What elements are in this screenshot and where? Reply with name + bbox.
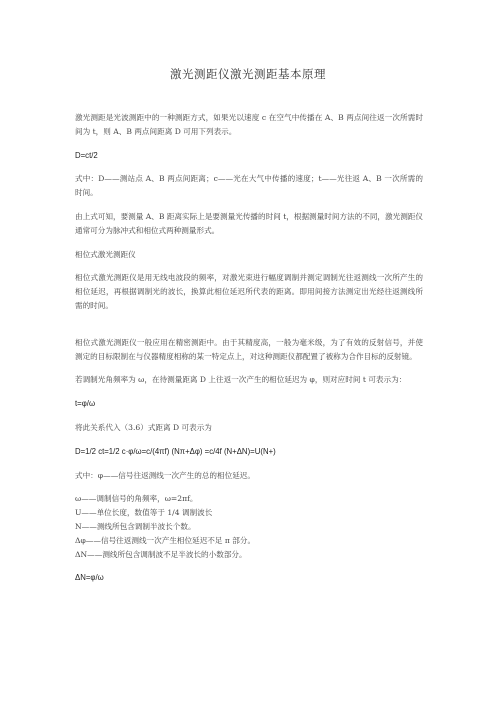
definition-delta-phi: Δφ——信号往返测线一次产生相位延迟不足 π 部分。 bbox=[75, 535, 256, 545]
paragraph-analysis: 由上式可知，要测量 A、B 距离实际上是要测量光传播的时间 t，根据测量时间方法的不同，激光测距仪通常可分为脉冲式和相位式两种测量形式。 bbox=[75, 211, 423, 235]
paragraph-substitute: 将此关系代入（3.6）式距离 D 可表示为 bbox=[75, 422, 212, 432]
paragraph-angular-frequency: 若调制光角频率为 ω，在待测量距离 D 上往返一次产生的相位延迟为 φ，则对应时间 t 可表示为： bbox=[75, 375, 407, 385]
paragraph-phase-description: 相位式激光测距仪是用无线电波段的频率，对激光束进行幅度调制并测定调制光往返测线一次所产生的相位延迟，再根据调制光的波长，换算此相位延迟所代表的距离。即用间接方法测定出光经往返测线所需的时间。 bbox=[75, 273, 423, 310]
section-heading-phase: 相位式激光测距仪 bbox=[75, 249, 136, 259]
paragraph-phase-usage: 相位式激光测距仪一般应用在精密测距中。由于其精度高，一般为毫米级，为了有效的反射信号，并使测定的目标限制在与仪器精度相称的某一特定点上，对这种测距仪都配置了被称为合作目标的反射镜。 bbox=[75, 337, 423, 361]
formula-delta-n: ΔN=φ/ω bbox=[75, 573, 104, 583]
document-body bbox=[75, 111, 423, 585]
definition-n: N——测线所包含调制半波长个数。 bbox=[75, 521, 196, 531]
formula-distance-phase: D=1/2 ct=1/2 c·φ/ω=c/(4πf) (Nπ+Δφ) =c/4f (N+ΔN)=U(N+) bbox=[75, 446, 276, 456]
paragraph-intro: 激光测距是光波测距中的一种测距方式，如果光以速度 c 在空气中传播在 A、B 两点间往返一次所需时间为 t，则 A、B 两点间距离 D 可用下列表示。 bbox=[75, 113, 423, 136]
definition-u: U——单位长度，数值等于 1/4 调制波长 bbox=[75, 508, 213, 518]
formula-distance: D=ct/2 bbox=[75, 150, 98, 160]
paragraph-formula-definitions: 式中：D——测站点 A、B 两点间距离；c——光在大气中传播的速度；t——光往返 A、B 一次所需的时间。 bbox=[75, 174, 423, 198]
formula-time: t=φ/ω bbox=[75, 399, 96, 409]
document-title: 激光测距仪激光测距基本原理 bbox=[170, 67, 326, 81]
definition-delta-n: ΔN——测线所包含调制波不足半波长的小数部分。 bbox=[75, 549, 247, 559]
definition-phi: 式中：φ——信号往返测线一次产生的总的相位延迟。 bbox=[75, 470, 255, 480]
definition-omega: ω——调制信号的角频率，ω=2πf。 bbox=[75, 494, 198, 504]
